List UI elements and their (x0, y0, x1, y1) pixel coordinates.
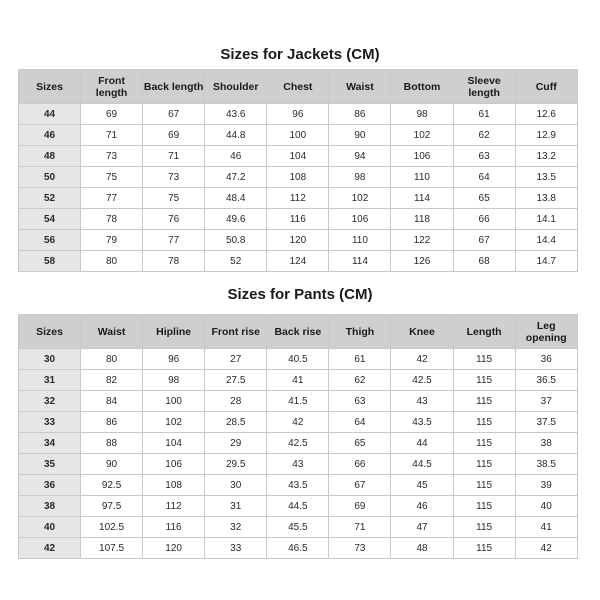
table-row (19, 188, 578, 209)
table-cell: 88 (81, 433, 143, 454)
table-cell: 75 (143, 188, 205, 209)
table-row (19, 475, 578, 496)
table-cell: 115 (453, 496, 515, 517)
column-header-cuff: Cuff (515, 70, 577, 104)
table-cell: 27.5 (205, 370, 267, 391)
table-cell: 33 (205, 538, 267, 559)
table-row (19, 167, 578, 188)
table-cell: 14.1 (515, 209, 577, 230)
table-cell: 76 (143, 209, 205, 230)
table-row (19, 517, 578, 538)
table-row (19, 230, 578, 251)
column-header-sleeve-length: Sleeve length (453, 70, 515, 104)
table-cell: 126 (391, 251, 453, 272)
table-cell: 114 (329, 251, 391, 272)
table-row (19, 538, 578, 559)
table-cell: 37 (515, 391, 577, 412)
table-cell: 104 (143, 433, 205, 454)
table-cell: 40.5 (267, 349, 329, 370)
table-cell: 62 (329, 370, 391, 391)
table-cell: 90 (81, 454, 143, 475)
size-cell: 42 (19, 538, 81, 559)
column-header-chest: Chest (267, 70, 329, 104)
table-cell: 71 (143, 146, 205, 167)
table-cell: 115 (453, 370, 515, 391)
table-cell: 66 (453, 209, 515, 230)
table-row (19, 433, 578, 454)
column-header-sizes: Sizes (19, 70, 81, 104)
table-cell: 61 (329, 349, 391, 370)
table-cell: 63 (453, 146, 515, 167)
table-cell: 67 (453, 230, 515, 251)
size-cell: 30 (19, 349, 81, 370)
table-cell: 14.7 (515, 251, 577, 272)
table-cell: 106 (329, 209, 391, 230)
column-header-knee: Knee (391, 315, 453, 349)
table-cell: 31 (205, 496, 267, 517)
table-cell: 67 (329, 475, 391, 496)
table-cell: 41 (267, 370, 329, 391)
table-cell: 102 (143, 412, 205, 433)
table-cell: 28 (205, 391, 267, 412)
jackets-table-body (19, 104, 578, 272)
table-cell: 82 (81, 370, 143, 391)
column-header-shoulder: Shoulder (205, 70, 267, 104)
table-cell: 86 (81, 412, 143, 433)
table-cell: 118 (391, 209, 453, 230)
table-row (19, 496, 578, 517)
table-row (19, 125, 578, 146)
table-cell: 39 (515, 475, 577, 496)
table-cell: 79 (81, 230, 143, 251)
table-cell: 44.5 (391, 454, 453, 475)
table-cell: 110 (329, 230, 391, 251)
table-header-row (19, 315, 578, 349)
table-cell: 68 (453, 251, 515, 272)
table-cell: 115 (453, 412, 515, 433)
table-cell: 37.5 (515, 412, 577, 433)
table-cell: 46 (205, 146, 267, 167)
size-cell: 56 (19, 230, 81, 251)
column-header-waist: Waist (329, 70, 391, 104)
table-row (19, 391, 578, 412)
table-cell: 98 (329, 167, 391, 188)
table-cell: 13.8 (515, 188, 577, 209)
table-cell: 115 (453, 517, 515, 538)
table-cell: 13.5 (515, 167, 577, 188)
size-cell: 54 (19, 209, 81, 230)
table-cell: 102 (391, 125, 453, 146)
table-cell: 78 (81, 209, 143, 230)
table-cell: 28.5 (205, 412, 267, 433)
table-cell: 61 (453, 104, 515, 125)
table-row (19, 251, 578, 272)
table-cell: 13.2 (515, 146, 577, 167)
table-cell: 115 (453, 433, 515, 454)
table-cell: 106 (391, 146, 453, 167)
table-cell: 48 (391, 538, 453, 559)
table-cell: 98 (391, 104, 453, 125)
table-cell: 43.5 (391, 412, 453, 433)
table-cell: 46.5 (267, 538, 329, 559)
table-cell: 115 (453, 454, 515, 475)
table-cell: 27 (205, 349, 267, 370)
table-cell: 29 (205, 433, 267, 454)
table-cell: 84 (81, 391, 143, 412)
table-cell: 65 (453, 188, 515, 209)
table-cell: 71 (81, 125, 143, 146)
size-cell: 50 (19, 167, 81, 188)
table-cell: 40 (515, 496, 577, 517)
column-header-thigh: Thigh (329, 315, 391, 349)
table-cell: 112 (143, 496, 205, 517)
table-cell: 69 (81, 104, 143, 125)
table-cell: 42 (515, 538, 577, 559)
table-cell: 66 (329, 454, 391, 475)
table-cell: 80 (81, 251, 143, 272)
table-cell: 69 (143, 125, 205, 146)
table-row (19, 146, 578, 167)
jackets-size-table (18, 69, 578, 272)
table-cell: 47 (391, 517, 453, 538)
table-cell: 75 (81, 167, 143, 188)
table-cell: 41 (515, 517, 577, 538)
table-cell: 43.6 (205, 104, 267, 125)
table-cell: 50.8 (205, 230, 267, 251)
pants-table-body (19, 349, 578, 559)
table-cell: 62 (453, 125, 515, 146)
table-cell: 43.5 (267, 475, 329, 496)
pants-size-title: Sizes for Pants (CM) (227, 286, 373, 303)
size-cell: 52 (19, 188, 81, 209)
table-cell: 69 (329, 496, 391, 517)
table-cell: 73 (329, 538, 391, 559)
table-cell: 100 (267, 125, 329, 146)
size-cell: 46 (19, 125, 81, 146)
table-cell: 42 (391, 349, 453, 370)
table-cell: 97.5 (81, 496, 143, 517)
column-header-length: Length (453, 315, 515, 349)
column-header-back-length: Back length (143, 70, 205, 104)
size-cell: 32 (19, 391, 81, 412)
table-cell: 30 (205, 475, 267, 496)
table-cell: 46 (391, 496, 453, 517)
jackets-size-title: Sizes for Jackets (CM) (220, 46, 380, 63)
table-cell: 38 (515, 433, 577, 454)
size-cell: 31 (19, 370, 81, 391)
table-cell: 116 (143, 517, 205, 538)
size-cell: 40 (19, 517, 81, 538)
table-cell: 102.5 (81, 517, 143, 538)
table-cell: 73 (143, 167, 205, 188)
size-cell: 38 (19, 496, 81, 517)
table-cell: 78 (143, 251, 205, 272)
table-cell: 71 (329, 517, 391, 538)
table-cell: 107.5 (81, 538, 143, 559)
table-cell: 65 (329, 433, 391, 454)
table-cell: 12.9 (515, 125, 577, 146)
table-cell: 114 (391, 188, 453, 209)
table-cell: 96 (267, 104, 329, 125)
size-cell: 36 (19, 475, 81, 496)
table-cell: 44.8 (205, 125, 267, 146)
table-cell: 44.5 (267, 496, 329, 517)
table-cell: 90 (329, 125, 391, 146)
table-cell: 14.4 (515, 230, 577, 251)
table-cell: 115 (453, 349, 515, 370)
table-cell: 73 (81, 146, 143, 167)
table-cell: 45.5 (267, 517, 329, 538)
size-cell: 33 (19, 412, 81, 433)
table-cell: 48.4 (205, 188, 267, 209)
table-cell: 38.5 (515, 454, 577, 475)
table-row (19, 349, 578, 370)
table-cell: 47.2 (205, 167, 267, 188)
table-cell: 120 (143, 538, 205, 559)
table-header-row (19, 70, 578, 104)
table-cell: 108 (267, 167, 329, 188)
column-header-waist: Waist (81, 315, 143, 349)
size-cell: 34 (19, 433, 81, 454)
table-cell: 29.5 (205, 454, 267, 475)
size-cell: 44 (19, 104, 81, 125)
table-cell: 36 (515, 349, 577, 370)
table-cell: 112 (267, 188, 329, 209)
column-header-hipline: Hipline (143, 315, 205, 349)
table-cell: 43 (391, 391, 453, 412)
table-cell: 80 (81, 349, 143, 370)
table-row (19, 209, 578, 230)
table-cell: 67 (143, 104, 205, 125)
table-cell: 45 (391, 475, 453, 496)
table-cell: 108 (143, 475, 205, 496)
size-cell: 48 (19, 146, 81, 167)
table-cell: 43 (267, 454, 329, 475)
column-header-back-rise: Back rise (267, 315, 329, 349)
size-cell: 58 (19, 251, 81, 272)
table-cell: 42 (267, 412, 329, 433)
table-cell: 49.6 (205, 209, 267, 230)
column-header-front-length: Front length (81, 70, 143, 104)
table-cell: 77 (81, 188, 143, 209)
table-row (19, 104, 578, 125)
table-cell: 42.5 (267, 433, 329, 454)
table-cell: 110 (391, 167, 453, 188)
table-cell: 12.6 (515, 104, 577, 125)
table-cell: 115 (453, 475, 515, 496)
column-header-leg-opening: Leg opening (515, 315, 577, 349)
table-cell: 96 (143, 349, 205, 370)
table-cell: 64 (329, 412, 391, 433)
table-cell: 124 (267, 251, 329, 272)
column-header-front-rise: Front rise (205, 315, 267, 349)
column-header-bottom: Bottom (391, 70, 453, 104)
table-cell: 44 (391, 433, 453, 454)
column-header-sizes: Sizes (19, 315, 81, 349)
table-cell: 106 (143, 454, 205, 475)
table-cell: 94 (329, 146, 391, 167)
table-cell: 98 (143, 370, 205, 391)
table-cell: 32 (205, 517, 267, 538)
table-row (19, 370, 578, 391)
table-cell: 77 (143, 230, 205, 251)
table-cell: 122 (391, 230, 453, 251)
table-cell: 64 (453, 167, 515, 188)
table-cell: 52 (205, 251, 267, 272)
table-cell: 86 (329, 104, 391, 125)
table-cell: 63 (329, 391, 391, 412)
table-cell: 36.5 (515, 370, 577, 391)
table-cell: 116 (267, 209, 329, 230)
size-cell: 35 (19, 454, 81, 475)
table-cell: 120 (267, 230, 329, 251)
table-cell: 92.5 (81, 475, 143, 496)
table-cell: 41.5 (267, 391, 329, 412)
table-row (19, 412, 578, 433)
table-cell: 104 (267, 146, 329, 167)
pants-size-table (18, 314, 578, 559)
table-cell: 115 (453, 391, 515, 412)
table-cell: 102 (329, 188, 391, 209)
table-cell: 42.5 (391, 370, 453, 391)
table-cell: 115 (453, 538, 515, 559)
table-row (19, 454, 578, 475)
table-cell: 100 (143, 391, 205, 412)
